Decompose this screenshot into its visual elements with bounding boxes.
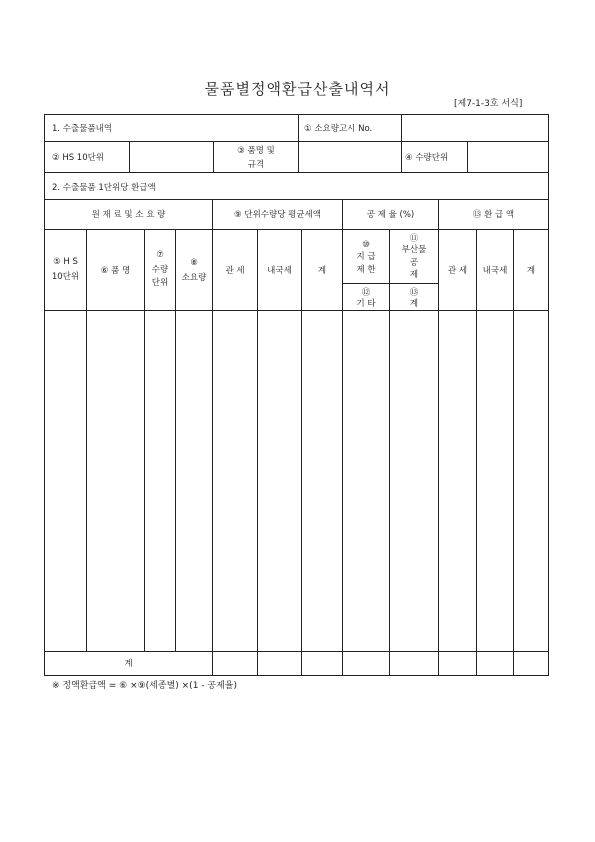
- col-divider: [175, 229, 176, 652]
- col-divider: [476, 229, 477, 676]
- item-spec-label: ③ 품명 및: [237, 146, 275, 156]
- supply-limit-header-2: 제 한: [356, 265, 376, 275]
- section2-label: 2. 수출물품 1단위당 환급액: [52, 183, 156, 193]
- col-divider: [401, 114, 402, 142]
- col-divider: [86, 229, 87, 652]
- table-border-bottom: [44, 675, 549, 676]
- col-divider: [513, 229, 514, 676]
- hs-code-label: ② HS 10단위: [52, 153, 105, 163]
- row-divider: [44, 199, 549, 200]
- qty-unit-header: 수량: [151, 265, 169, 275]
- domestic-tax-header: 내국세: [267, 266, 292, 276]
- table-border-top: [44, 114, 549, 115]
- item-spec-label-2: 규격: [247, 160, 265, 170]
- refund-customs-header: 관 세: [447, 266, 468, 276]
- tax-total-header: 계: [317, 266, 327, 276]
- required-qty-header: 소요량: [181, 273, 207, 283]
- refund-amount-header: ⑬ 환 급 액: [472, 210, 515, 220]
- materials-header: 원 재 료 및 소 요 량: [91, 210, 166, 220]
- customs-duty-header: 관 세: [225, 266, 245, 276]
- col-divider: [298, 141, 299, 173]
- deduction-total-header: 계: [409, 299, 419, 309]
- formula-note: ※ 정액환급액 = ⑥ ×⑨(세종별) ×(1 - 공제율): [52, 681, 237, 691]
- notice-no-label: ① 소요량고시 No.: [304, 124, 373, 134]
- section1-label: 1. 수출물품내역: [52, 124, 113, 134]
- col-divider: [298, 114, 299, 142]
- row-divider: [342, 283, 438, 284]
- byproduct-header-2: 공: [409, 258, 419, 268]
- refund-domestic-header: 내국세: [482, 266, 508, 276]
- col-divider: [257, 229, 258, 676]
- col-divider: [212, 229, 213, 676]
- col-divider: [467, 141, 468, 173]
- row-divider: [44, 172, 549, 173]
- qty-unit-header-2: 단위: [151, 278, 169, 288]
- refund-total-header: 계: [526, 266, 536, 276]
- byproduct-header: 부산물: [401, 245, 427, 255]
- form-number: [제7-1-3호 서식]: [454, 99, 523, 109]
- col-divider: [301, 229, 302, 676]
- subtotal-mark: ⑬: [409, 288, 419, 298]
- col-divider: [401, 141, 402, 173]
- grand-total-label: 계: [124, 659, 133, 669]
- hs-column-header: ⑤ H S: [53, 257, 78, 267]
- byproduct-header-3: 제: [409, 270, 419, 280]
- row-divider: [44, 141, 549, 142]
- page-title: 물품별정액환급산출내역서: [204, 80, 391, 98]
- row-divider: [44, 651, 549, 652]
- row-divider: [44, 229, 549, 230]
- supply-limit-header: 지 급: [356, 252, 376, 262]
- required-qty-number: ⑧: [190, 258, 198, 268]
- qty-unit-label: ④ 수량단위: [405, 153, 449, 163]
- qty-unit-number: ⑦: [156, 250, 164, 260]
- col-divider: [438, 229, 439, 676]
- byproduct-mark: ⑪: [409, 234, 419, 244]
- avg-tax-header: ⑨ 단위수량당 평균세액: [234, 210, 321, 220]
- hs-column-header-2: 10단위: [51, 272, 80, 282]
- deduction-rate-header: 공 제 율 (%): [366, 210, 415, 220]
- item-name-header: ⑥ 품 명: [100, 266, 131, 276]
- other-mark: ⑫: [361, 288, 371, 298]
- supply-limit-mark: ⑩: [362, 240, 370, 250]
- other-header: 기 타: [356, 299, 376, 309]
- col-divider: [144, 229, 145, 652]
- col-divider: [129, 141, 130, 173]
- row-divider: [44, 310, 549, 311]
